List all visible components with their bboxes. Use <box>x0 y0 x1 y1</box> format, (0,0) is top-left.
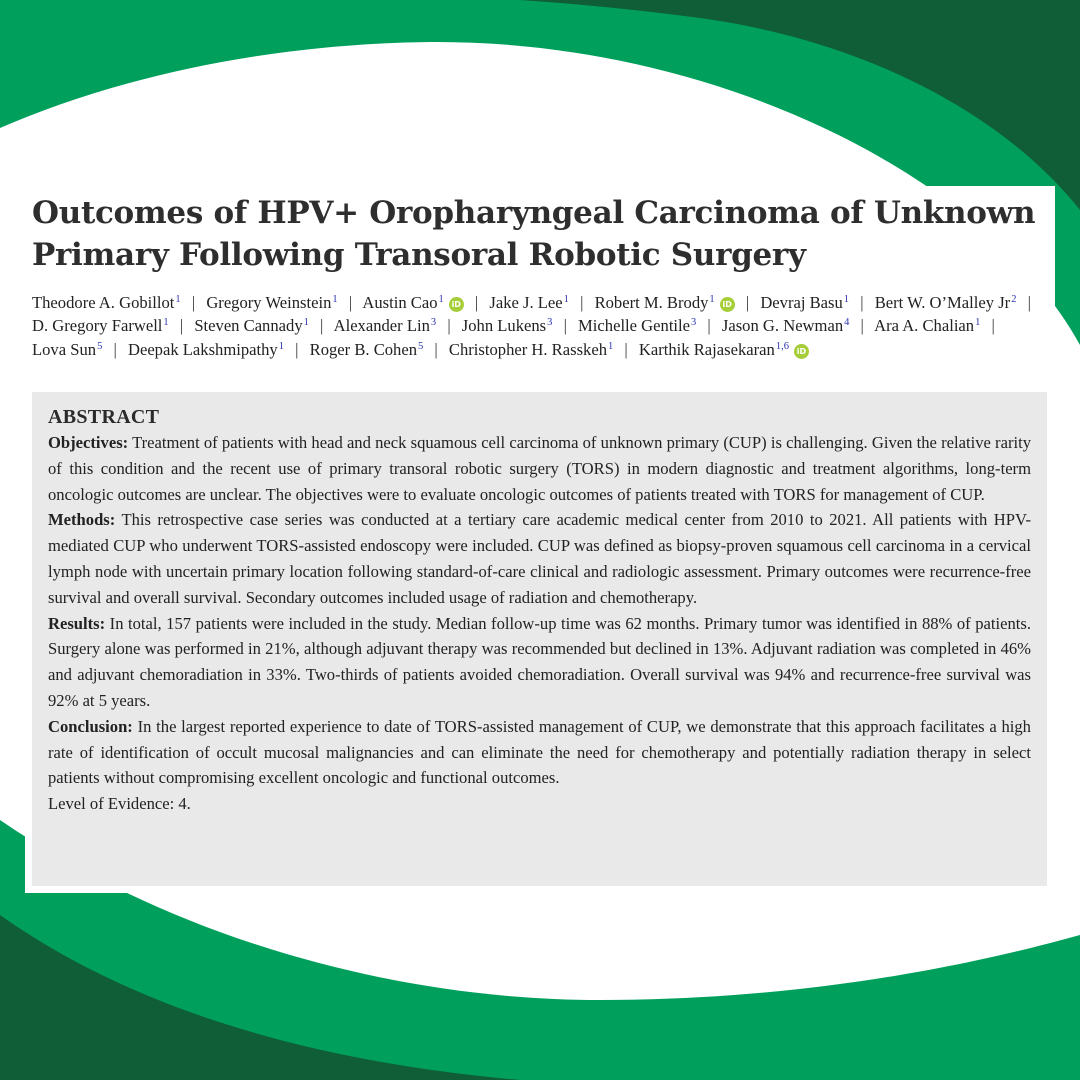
author-item[interactable] <box>875 293 1017 312</box>
affiliation-number: 1 <box>175 294 181 305</box>
author-separator: | <box>320 316 324 336</box>
author-name: Alexander Lin <box>333 316 430 336</box>
objectives-label: Objectives: <box>48 433 129 452</box>
level-of-evidence: Level of Evidence: 4. <box>48 794 191 814</box>
abstract-methods <box>48 507 1031 610</box>
author-item[interactable] <box>206 293 337 312</box>
affiliation-number: 3 <box>547 317 553 329</box>
affiliation-number: 1 <box>563 294 569 305</box>
author-name: Karthik Rajasekaran <box>638 339 775 359</box>
author-name: Devraj Basu <box>760 293 843 312</box>
abstract-results <box>48 611 1031 714</box>
author-separator: | <box>991 316 995 336</box>
author-separator: | <box>179 316 184 336</box>
affiliation-number: 1 <box>608 340 614 352</box>
orcid-icon[interactable]: iD <box>449 297 464 312</box>
author-item[interactable] <box>462 316 553 335</box>
author-separator: | <box>113 339 117 359</box>
orcid-icon[interactable]: iD <box>794 344 809 359</box>
author-item[interactable] <box>722 316 849 335</box>
author-name: Lova Sun <box>32 339 97 359</box>
author-separator: | <box>295 339 299 359</box>
author-item[interactable] <box>32 293 181 312</box>
methods-label: Methods: <box>48 510 116 530</box>
author-name: Jason G. Newman <box>721 316 844 336</box>
objectives-text: Treatment of patients with head and neck squamous cell carcinoma of unknown primary (CUP) is challenging. Given the relative rarity of this condition and the recent use of primary transoral robotic surgery (TORS) in modern diagnostic and treatment algorithms, long-term oncologic outcomes are unclear. The objectives were to evaluate oncologic outcomes of patients treated with TORS for management of CUP. <box>48 433 1031 504</box>
author-name: Theodore A. Gobillot <box>32 293 175 312</box>
affiliation-number: 1,6 <box>775 340 789 352</box>
author-item[interactable] <box>760 293 849 312</box>
abstract-heading: ABSTRACT <box>48 406 160 428</box>
author-separator: | <box>447 316 451 336</box>
author-name: John Lukens <box>461 316 547 336</box>
affiliation-number: 3 <box>691 317 697 329</box>
author-name: Bert W. O’Malley Jr <box>874 293 1011 312</box>
author-item[interactable] <box>310 340 424 359</box>
author-separator: | <box>474 293 479 312</box>
author-item[interactable] <box>194 316 309 335</box>
author-item[interactable] <box>578 316 696 335</box>
author-item[interactable] <box>32 316 169 335</box>
author-separator: | <box>1027 293 1031 312</box>
author-name: Robert M. Brody <box>594 293 709 312</box>
author-item[interactable] <box>32 340 102 359</box>
methods-text: This retrospective case series was conducted at a tertiary care academic medical center from 2010 to 2021. All patients with HPV-mediated CUP who underwent TORS-assisted endoscopy were included. CUP was defined as biopsy-proven squamous cell carcinoma in a cervical lymph node with uncertain primary location following standard-of-care clinical and radiologic assessment. Primary outcomes were recurrence-free survival and overall survival. Secondary outcomes included usage of radiation and chemotherapy. <box>48 510 1031 607</box>
abstract-objectives <box>48 430 1031 507</box>
author-name: Michelle Gentile <box>578 316 691 336</box>
affiliation-number: 1 <box>709 294 715 305</box>
author-item[interactable] <box>639 340 809 359</box>
author-separator: | <box>563 316 567 336</box>
author-item[interactable] <box>449 340 613 359</box>
abstract-box <box>32 392 1047 886</box>
author-list <box>32 291 1042 361</box>
affiliation-number: 1 <box>975 317 981 329</box>
affiliation-number: 1 <box>843 294 850 305</box>
author-item[interactable] <box>334 316 437 335</box>
affiliation-number: 2 <box>1011 294 1017 305</box>
results-label: Results: <box>48 613 106 633</box>
author-item[interactable] <box>595 293 735 312</box>
affiliation-number: 5 <box>418 340 424 352</box>
conclusion-text: In the largest reported experience to date of TORS-assisted management of CUP, we demonstrate that this approach facilitates a high rate of identification of occult mucosal malignancies and can eliminate the need for chemotherapy and potentially radiation therapy in select patients without compromising excellent oncologic and functional outcomes. <box>48 716 1031 788</box>
author-item[interactable] <box>489 293 569 312</box>
author-separator: | <box>191 293 196 312</box>
author-separator: | <box>745 293 750 312</box>
author-item[interactable] <box>874 316 980 335</box>
affiliation-number: 4 <box>844 317 850 329</box>
affiliation-number: 1 <box>303 317 309 329</box>
author-separator: | <box>624 339 628 359</box>
author-name: Christopher H. Rasskeh <box>448 339 607 359</box>
results-text: In total, 157 patients were included in the study. Median follow-up time was 62 months. Primary tumor was identified in 88% of patients. Surgery alone was performed in 21%, although adjuvant therapy was recommended but declined in 13%. Adjuvant radiation was completed in 46% and adjuvant chemoradiation in 33%. Two-thirds of patients avoided chemoradiation. Overall survival was 94% and recurrence-free survival was 92% at 5 years. <box>48 613 1031 710</box>
article-card <box>25 186 1055 893</box>
author-separator: | <box>707 316 711 336</box>
author-name: Ara A. Chalian <box>874 316 975 336</box>
author-separator: | <box>580 293 584 312</box>
author-name: Roger B. Cohen <box>309 339 418 359</box>
author-separator: | <box>434 339 438 359</box>
author-separator: | <box>860 316 864 336</box>
affiliation-number: 1 <box>332 294 338 305</box>
affiliation-number: 5 <box>97 340 103 352</box>
author-name: D. Gregory Farwell <box>32 316 163 336</box>
affiliation-number: 1 <box>438 294 444 305</box>
author-item[interactable] <box>128 340 284 359</box>
abstract-conclusion <box>48 714 1031 791</box>
author-separator: | <box>348 293 353 312</box>
author-item[interactable] <box>362 293 463 312</box>
orcid-icon[interactable]: iD <box>720 297 735 312</box>
affiliation-number: 1 <box>278 340 284 352</box>
author-name: Steven Cannady <box>194 316 303 336</box>
affiliation-number: 1 <box>163 317 169 329</box>
article-title: Outcomes of HPV+ Oropharyngeal Carcinoma of Unknown Primary Following Transoral Robotic Surgery <box>32 195 1036 273</box>
conclusion-label: Conclusion: <box>48 716 133 736</box>
author-name: Deepak Lakshmipathy <box>127 339 278 359</box>
author-name: Austin Cao <box>362 293 438 312</box>
affiliation-number: 3 <box>430 317 437 329</box>
author-name: Jake J. Lee <box>489 293 563 312</box>
author-name: Gregory Weinstein <box>206 293 332 312</box>
author-separator: | <box>860 293 864 312</box>
